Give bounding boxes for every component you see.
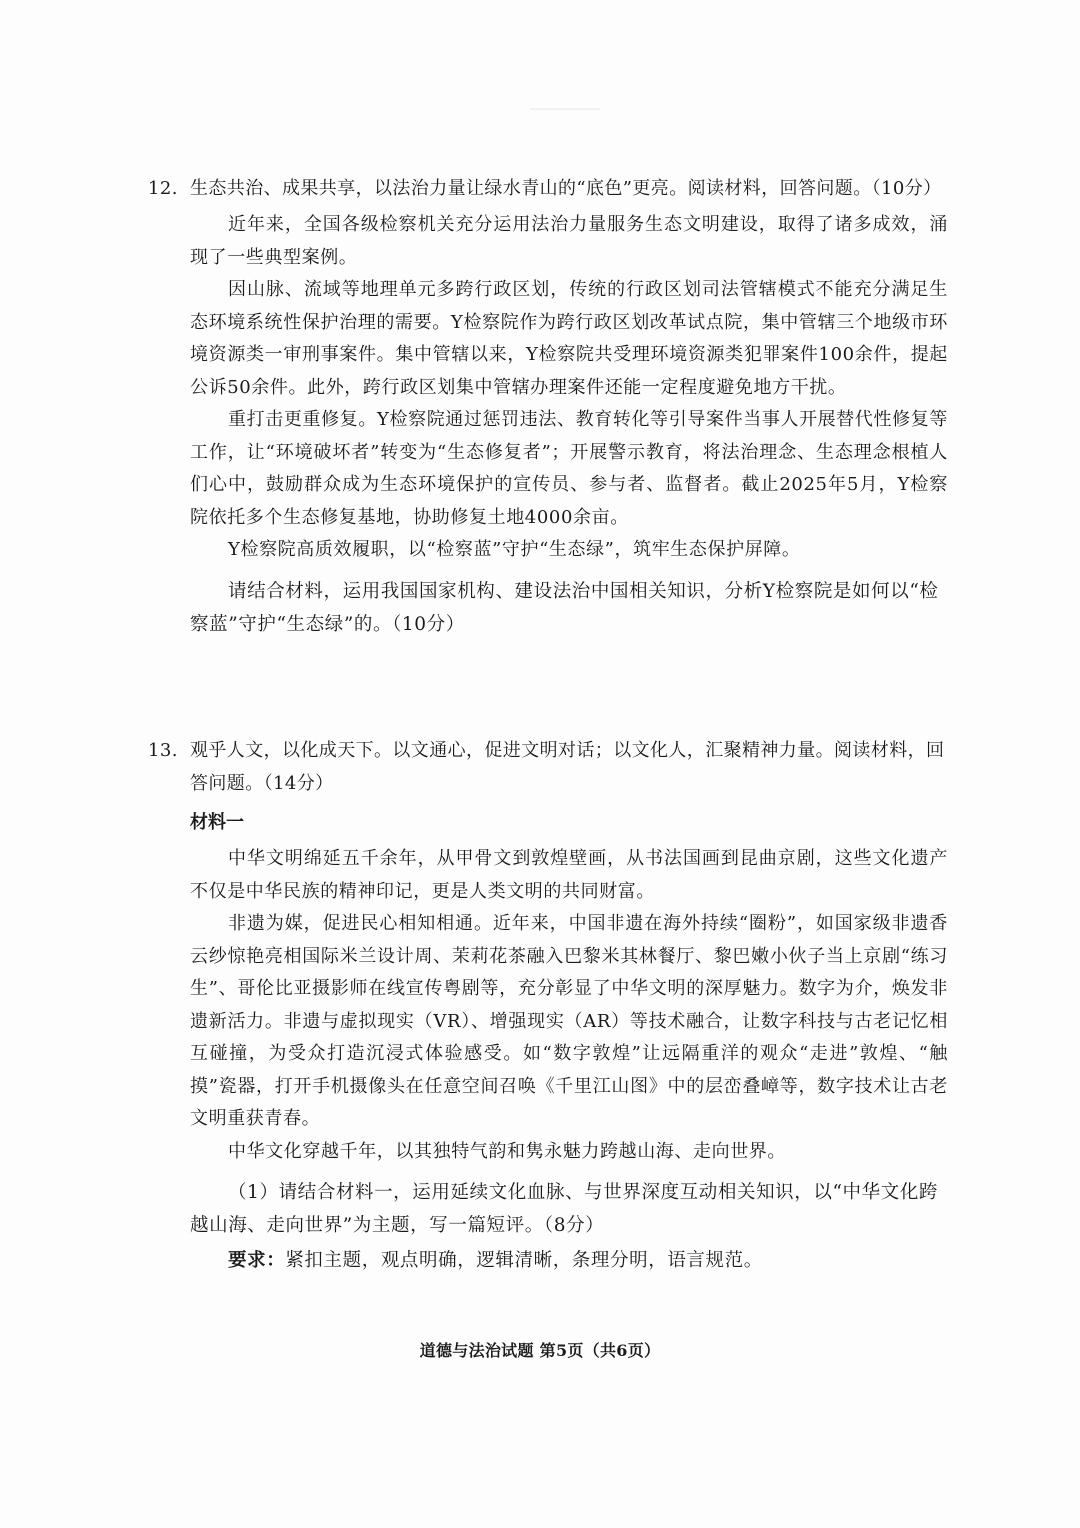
q13-paragraph-3: 中华文化穿越千年，以其独特气韵和隽永魅力跨越山海、走向世界。 [228,1140,786,1162]
question-13-material [190,806,948,1277]
q12-paragraph-4: Y检察院高质效履职，以“检察蓝”守护“生态绿”，筑牢生态保护屏障。 [228,539,801,560]
q13-paragraph-1: 中华文明绵延五千余年，从甲骨文到敦煌壁画，从书法国画到昆曲京剧，这些文化遗产不仅是中华民族的精神印记，更是人类文明的共同财富。 [190,848,948,902]
q12-paragraph-3: 重打击更重修复。Y检察院通过惩罚违法、教育转化等引导案件当事人开展替代性修复等工作，让“环境破坏者”转变为“生态修复者”；开展警示教育，将法治理念、生态理念根植人们心中，鼓励群众成为生态环境保护的宣传员、参与者、监督者。截止2025年5月，Y检察院依托多个生态修复基地，协助修复土地4000余亩。 [190,409,948,528]
q12-task: 请结合材料，运用我国国家机构、建设法治中国相关知识，分析Y检察院是如何以“检察蓝”守护“生态绿”的。（10分） [190,580,939,635]
question-12-prompt: 生态共治、成果共享，以法治力量让绿水青山的“底色”更亮。阅读材料，回答问题。（10分） [190,178,942,199]
question-13-header [148,734,948,800]
question-12-header [148,172,948,205]
q12-paragraph-1: 近年来，全国各级检察机关充分运用法治力量服务生态文明建设，取得了诸多成效，涌现了一些典型案例。 [190,214,948,268]
question-12-number: 12. [148,178,178,199]
q12-paragraph-2: 因山脉、流域等地理单元多跨行政区划，传统的行政区划司法管辖模式不能充分满足生态环境系统性保护治理的需要。Y检察院作为跨行政区划改革试点院，集中管辖三个地级市环境资源类一审刑事案件。集中管辖以来，Y检察院共受理环境资源类犯罪案件100余件，提起公诉50余件。此外，跨行政区划集中管辖办理案件还能一定程度避免地方干扰。 [190,279,948,398]
q13-paragraph-2: 非遗为媒，促进民心相知相通。近年来，中国非遗在海外持续“圈粉”，如国家级非遗香云纱惊艳亮相国际米兰设计周、茉莉花茶融入巴黎米其林餐厅、黎巴嫩小伙子当上京剧“练习生”、哥伦比亚摄影师在线宣传粤剧等，充分彰显了中华文明的深厚魅力。数字为介，焕发非遗新活力。非遗与虚拟现实（VR）、增强现实（AR）等技术融合，让数字科技与古老记忆相互碰撞，为受众打造沉浸式体验感受。如“数字敦煌”让远隔重洋的观众“走进”敦煌、“触摸”瓷器，打开手机摄像头在任意空间召唤《千里江山图》中的层峦叠嶂等，数字技术让古老文明重获青春。 [190,913,948,1129]
q13-requirement [190,1244,948,1277]
question-12 [148,172,948,641]
material-one-label: 材料一 [190,812,244,833]
question-13-prompt: 观乎人文，以化成天下。以文通心，促进文明对话；以文化人，汇聚精神力量。阅读材料，回答问题。（14分） [190,740,945,794]
scan-mark [530,108,600,110]
question-13-number: 13. [148,740,178,761]
page-footer: 道德与法治试题 第5页（共6页） [419,1341,661,1360]
question-12-material [190,209,948,641]
q13-task-1: （1）请结合材料一，运用延续文化血脉、与世界深度互动相关知识，以“中华文化跨越山海、走向世界”为主题，写一篇短评。（8分） [190,1182,939,1236]
question-13 [148,734,948,1277]
requirement-label: 要求： [228,1250,286,1271]
requirement-text: 紧扣主题，观点明确，逻辑清晰，条理分明，语言规范。 [285,1250,763,1271]
